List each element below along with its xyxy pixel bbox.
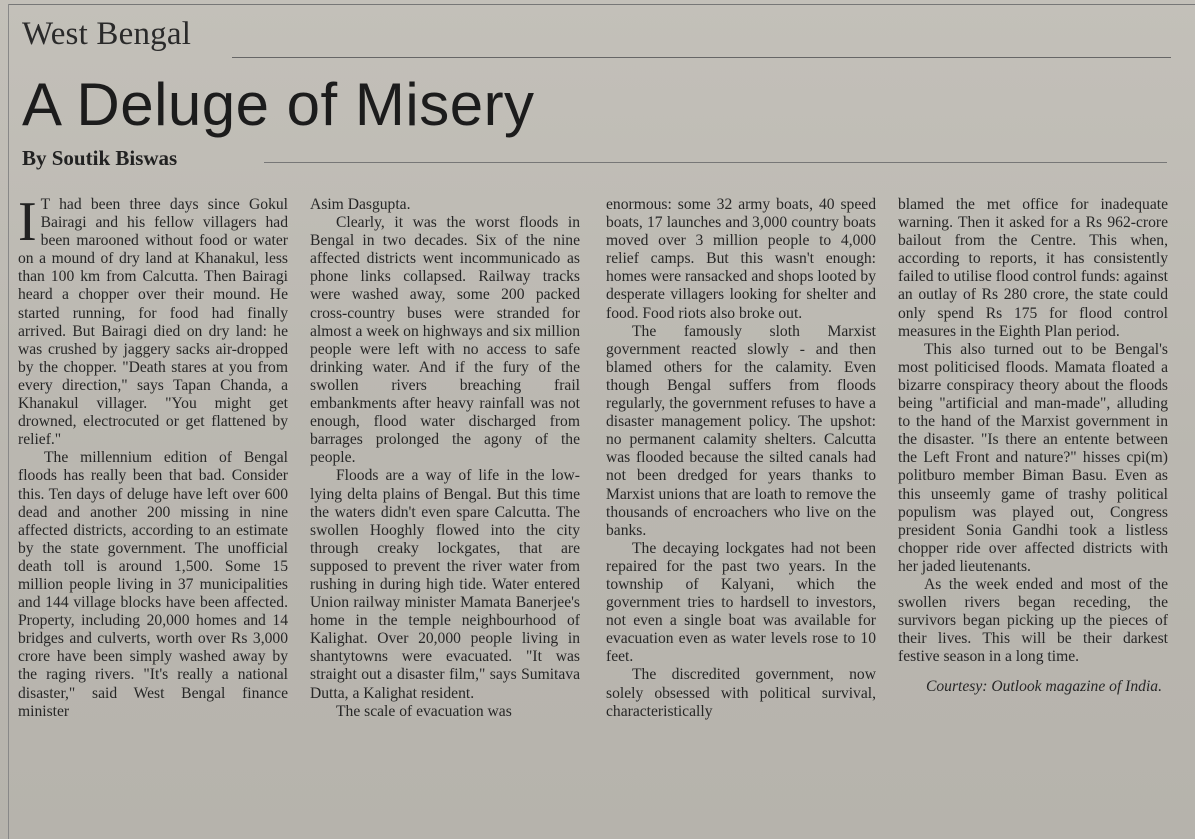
paragraph: The scale of evacuation was: [336, 702, 512, 720]
paragraph: enormous: some 32 army boats, 40 speed boats, 17 launches and 3,000 country boats moved over 3 million people to 4,000 relief camps. But this wasn't enough: homes were ransacked and shops looted by desperate villagers looking for shelter and food. Food riots also broke out.: [606, 196, 876, 322]
paragraph: blamed the met office for inadequate warning. Then it asked for a Rs 962-crore bailout from the Centre. This when, according to reports, it has consistently failed to utilise flood control funds: against an outlay of Rs 280 crore, the state could only spend Rs 175 for flood control measures in the Eighth Plan period.: [898, 196, 1168, 340]
top-rule: [8, 4, 1195, 5]
paragraph: Asim Dasgupta.: [310, 196, 411, 213]
article-column-3: [606, 196, 876, 721]
article-column-4: [898, 196, 1168, 696]
byline-rule: [264, 162, 1167, 163]
paragraph: The discredited government, now solely obsessed with political survival, characteristically: [606, 666, 876, 720]
paragraph: The decaying lockgates had not been repaired for the past two years. In the township of Kalyani, which the government tries to hardsell to investors, not even a single boat was available for evacuation even as water levels rose to 10 feet.: [606, 539, 876, 666]
byline: By Soutik Biswas: [22, 146, 178, 170]
paragraph: The millennium edition of Bengal floods has really been that bad. Consider this. Ten days of deluge have left over 600 dead and another 200 missing in nine affected districts, according to an estimate by the state government. The unofficial death toll is around 1,500. Some 15 million people living in 37 municipalities and 144 village blocks have been affected. Property, including 20,000 homes and 14 bridges and culverts, worth over Rs 3,000 crore have been simply washed away by the raging rivers. "It's really a national disaster," said West Bengal finance minister: [18, 449, 288, 720]
section-rule: [232, 57, 1171, 58]
source-credit: Courtesy: Outlook magazine of India.: [925, 678, 1162, 696]
section-label: West Bengal: [22, 16, 192, 52]
article-column-2: [310, 196, 580, 721]
paragraph: Floods are a way of life in the low-lying delta plains of Bengal. But this time the waters didn't even spare Calcutta. The swollen Hooghly flowed into the city through creaky lockgates, that are supposed to prevent the river water from rushing in during high tide. Water entered Union railway minister Mamata Banerjee's home in the temple neighbourhood of Kalighat. Over 20,000 people living in shantytowns were evacuated. "It was straight out a disaster film," says Sumitava Dutta, a Kalighat resident.: [310, 467, 580, 702]
paragraph: Clearly, it was the worst floods in Bengal in two decades. Six of the nine affected districts went incommunicado as phone links collapsed. Railway tracks were washed away, some 200 packed cross-country buses were stranded for almost a week on highways and six million people were left with no access to safe drinking water. And if the fury of the swollen rivers breaching frail embankments after heavy rainfall was not enough, flood water discharged from barrages prolonged the agony of the people.: [310, 214, 580, 467]
paragraph: The famously sloth Marxist government reacted slowly - and then blamed others for the calamity. Even though Bengal suffers from floods regularly, the government refuses to have a disaster management policy. The upshot: no permanent calamity shelters. Calcutta was flooded because the silted canals had not been dredged for years thanks to Marxist unions that are loath to remove the thousands of encroachers who live on the banks.: [606, 322, 876, 539]
drop-cap: I: [18, 191, 37, 253]
headline: A Deluge of Misery: [22, 71, 535, 138]
paragraph-text: T had been three days since Gokul Bairagi and his fellow villagers had been marooned without food or water on a mound of dry land at Khanakul, less than 100 km from Calcutta. Then Bairagi heard a chopper over their mound. He started running, for food had finally arrived. But Bairagi died on dry land: he was crushed by jaggery sacks air-dropped by the chopper. "Death stares at you from every direction," says Tapan Chanda, a Khanakul villager. "You might get drowned, electrocuted or get flattened by relief.": [18, 196, 288, 449]
paragraph: As the week ended and most of the swollen rivers began receding, the survivors began picking up the pieces of their lives. This will be their darkest festive season in a long time.: [898, 575, 1168, 666]
paragraph: This also turned out to be Bengal's most politicised floods. Mamata floated a bizarre conspiracy theory about the floods being "artificial and man-made", alluding to the hand of the Marxist government in the disaster. "Is there an entente between the Left Front and nature?" hisses cpi(m) politburo member Biman Basu. Even as this unseemly game of trashy political populism was played out, Congress president Sonia Gandhi took a listless chopper ride over affected districts with her jaded lieutenants.: [898, 340, 1168, 575]
left-rule: [8, 4, 9, 839]
paragraph: [18, 191, 288, 449]
article-column-1: [18, 191, 288, 721]
